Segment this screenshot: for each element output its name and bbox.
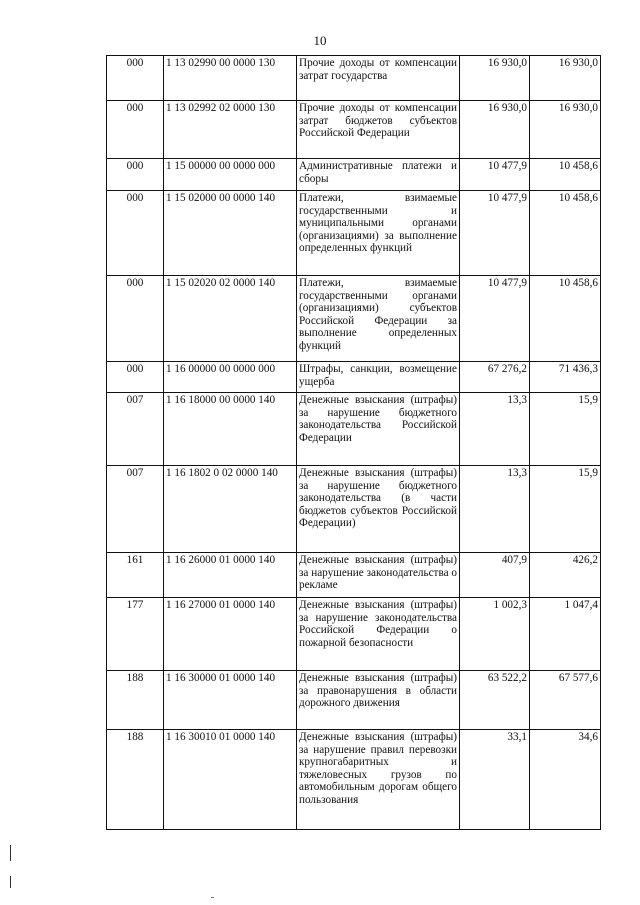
amount-year1-cell: 67 276,2 — [460, 362, 530, 393]
kbk-code-cell: 1 15 02020 02 0000 140 — [164, 276, 297, 362]
revenue-name-cell: Прочие доходы от компенсации затрат бюджетов субъектов Российской Федерации — [297, 101, 460, 159]
revenue-name-cell: Платежи, взимаемые государственными и муниципальными органами (организациями) за выполнение определенных функций — [297, 191, 460, 276]
kbk-code-cell: 1 16 00000 00 0000 000 — [164, 362, 297, 393]
admin-code-cell: 000 — [107, 56, 164, 101]
amount-year1-cell: 13,3 — [460, 466, 530, 553]
amount-year1-cell: 407,9 — [460, 553, 530, 598]
kbk-code-cell: 1 16 18000 00 0000 140 — [164, 393, 297, 466]
amount-year2-cell: 10 458,6 — [530, 191, 601, 276]
scan-speck — [211, 897, 214, 898]
revenue-name-cell: Прочие доходы от компенсации затрат государства — [297, 56, 460, 101]
table-row — [107, 101, 601, 159]
kbk-code-cell: 1 16 30000 01 0000 140 — [164, 671, 297, 730]
amount-year1-cell: 33,1 — [460, 730, 530, 830]
amount-year1-cell: 10 477,9 — [460, 159, 530, 191]
table-row — [107, 276, 601, 362]
table-row — [107, 598, 601, 671]
admin-code-cell: 007 — [107, 393, 164, 466]
amount-year2-cell: 16 930,0 — [530, 101, 601, 159]
revenue-name-cell: Денежные взыскания (штрафы) за правонарушения в области дорожного движения — [297, 671, 460, 730]
amount-year2-cell: 426,2 — [530, 553, 601, 598]
table-row — [107, 730, 601, 830]
amount-year1-cell: 10 477,9 — [460, 276, 530, 362]
page-number: 10 — [313, 33, 327, 48]
amount-year1-cell: 13,3 — [460, 393, 530, 466]
revenue-name-cell: Денежные взыскания (штрафы) за нарушение законодательства Российской Федерации о пожарной безопасности — [297, 598, 460, 671]
table-row — [107, 553, 601, 598]
amount-year2-cell: 71 436,3 — [530, 362, 601, 393]
admin-code-cell: 000 — [107, 276, 164, 362]
table-row — [107, 393, 601, 466]
admin-code-cell: 000 — [107, 191, 164, 276]
revenue-name-cell: Штрафы, санкции, возмещение ущерба — [297, 362, 460, 393]
admin-code-cell: 161 — [107, 553, 164, 598]
table-row — [107, 671, 601, 730]
kbk-code-cell: 1 16 1802 0 02 0000 140 — [164, 466, 297, 553]
kbk-code-cell: 1 13 02990 00 0000 130 — [164, 56, 297, 101]
table-row — [107, 191, 601, 276]
amount-year2-cell: 15,9 — [530, 466, 601, 553]
scan-margin-line — [10, 876, 11, 888]
table-row — [107, 159, 601, 191]
scan-margin-line — [10, 845, 11, 861]
kbk-code-cell: 1 13 02992 02 0000 130 — [164, 101, 297, 159]
kbk-code-cell: 1 15 00000 00 0000 000 — [164, 159, 297, 191]
amount-year1-cell: 1 002,3 — [460, 598, 530, 671]
kbk-code-cell: 1 15 02000 00 0000 140 — [164, 191, 297, 276]
admin-code-cell: 177 — [107, 598, 164, 671]
amount-year2-cell: 10 458,6 — [530, 276, 601, 362]
table-row — [107, 56, 601, 101]
revenue-name-cell: Денежные взыскания (штрафы) за нарушение законодательства о рекламе — [297, 553, 460, 598]
kbk-code-cell: 1 16 26000 01 0000 140 — [164, 553, 297, 598]
amount-year2-cell: 67 577,6 — [530, 671, 601, 730]
admin-code-cell: 188 — [107, 671, 164, 730]
amount-year2-cell: 1 047,4 — [530, 598, 601, 671]
table-row — [107, 362, 601, 393]
admin-code-cell: 000 — [107, 362, 164, 393]
table-row — [107, 466, 601, 553]
kbk-code-cell: 1 16 27000 01 0000 140 — [164, 598, 297, 671]
admin-code-cell: 000 — [107, 159, 164, 191]
revenue-name-cell: Денежные взыскания (штрафы) за нарушение бюджетного законодательства (в части бюджетов субъектов Российской Федерации) — [297, 466, 460, 553]
admin-code-cell: 188 — [107, 730, 164, 830]
revenue-name-cell: Платежи, взимаемые государственными органами (организациями) субъектов Российской Федерации за выполнение определенных функций — [297, 276, 460, 362]
kbk-code-cell: 1 16 30010 01 0000 140 — [164, 730, 297, 830]
revenue-name-cell: Административные платежи и сборы — [297, 159, 460, 191]
amount-year2-cell: 10 458,6 — [530, 159, 601, 191]
admin-code-cell: 007 — [107, 466, 164, 553]
amount-year2-cell: 15,9 — [530, 393, 601, 466]
revenue-name-cell: Денежные взыскания (штрафы) за нарушение правил перевозки крупногабаритных и тяжеловесных грузов по автомобильным дорогам общего пользования — [297, 730, 460, 830]
amount-year1-cell: 63 522,2 — [460, 671, 530, 730]
amount-year2-cell: 34,6 — [530, 730, 601, 830]
amount-year1-cell: 10 477,9 — [460, 191, 530, 276]
amount-year1-cell: 16 930,0 — [460, 101, 530, 159]
revenue-table — [106, 55, 601, 830]
admin-code-cell: 000 — [107, 101, 164, 159]
revenue-name-cell: Денежные взыскания (штрафы) за нарушение бюджетного законодательства Российской Федерации — [297, 393, 460, 466]
amount-year1-cell: 16 930,0 — [460, 56, 530, 101]
amount-year2-cell: 16 930,0 — [530, 56, 601, 101]
